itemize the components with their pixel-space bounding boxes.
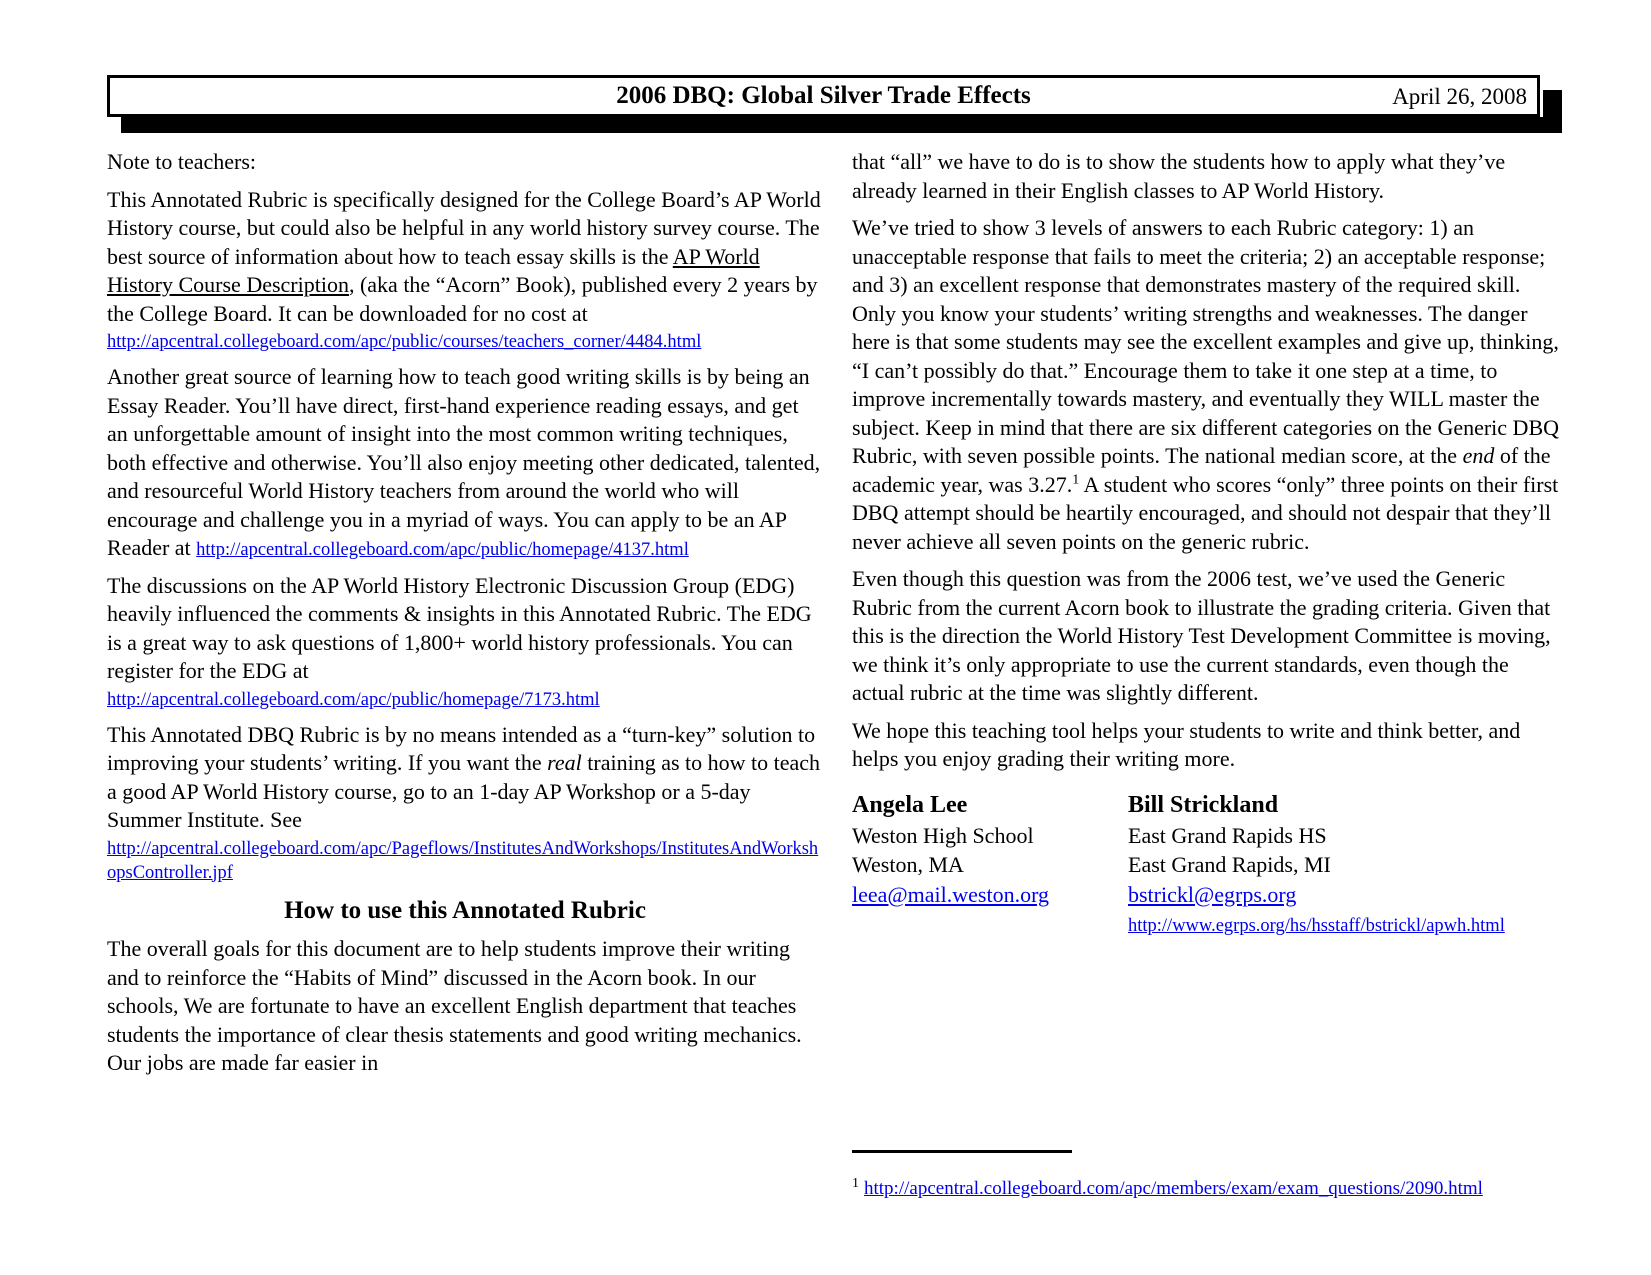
section-heading-how-to-use: How to use this Annotated Rubric	[284, 896, 646, 924]
paragraph-edg	[107, 572, 823, 712]
footnote-1	[852, 1175, 1562, 1204]
contact-block	[852, 790, 1562, 939]
contact-school: East Grand Rapids HS	[1128, 822, 1327, 848]
paragraph-we-hope: We hope this teaching tool helps your students to write and think better, and helps you enjoy grading their writing more.	[852, 717, 1521, 771]
link-ap-reader-apply[interactable]: http://apcentral.collegeboard.com/apc/public/homepage/4137.html	[196, 540, 689, 560]
header-shadow-right	[1543, 90, 1562, 133]
header-shadow-bottom	[121, 117, 1562, 133]
email-link-angela[interactable]: leea@mail.weston.org	[852, 881, 1050, 907]
text-run: training as to how to teach a good AP World History course, go to an 1-day AP Workshop or a 5-day Summer Institute. See	[107, 750, 821, 832]
contact-angela-lee	[852, 790, 1128, 939]
paragraph-generic-rubric: Even though this question was from the 2006 test, we’ve used the Generic Rubric from the current Acorn book to illustrate the grading criteria. Given that this is the direction the World History Test Development Committee is moving, we think it’s only appropriate to use the current standards, even though the actual rubric at the time was slightly different.	[852, 566, 1551, 705]
link-exam-questions[interactable]: http://apcentral.collegeboard.com/apc/members/exam/exam_questions/2090.html	[864, 1178, 1483, 1199]
contact-school: Weston High School	[852, 822, 1034, 848]
link-teachers-corner[interactable]: http://apcentral.collegeboard.com/apc/public/courses/teachers_corner/4484.html	[107, 332, 702, 352]
text-run: , (aka the “Acorn” Book), published every 2 years by the College Board. It can be downloaded for no cost at	[107, 272, 818, 326]
contact-name: Angela Lee	[852, 791, 968, 818]
course-description-underlined-text: AP World History Course Description	[107, 243, 760, 297]
contact-bill-strickland	[1128, 790, 1505, 939]
link-edg-register[interactable]: http://apcentral.collegeboard.com/apc/public/homepage/7173.html	[107, 689, 600, 710]
footnote-area	[852, 1150, 1562, 1204]
footnote-separator-rule	[852, 1150, 1072, 1153]
left-column	[107, 148, 823, 1087]
link-institutes-workshops[interactable]: http://apcentral.collegeboard.com/apc/Pageflows/InstitutesAndWorkshops/InstitutesAndWorkshopsController.jpf	[107, 838, 819, 883]
text-run: This Annotated Rubric is specifically designed for the College Board’s AP World History course, but could also be helpful in any world history survey course. The best source of information about how to teach essay skills is the	[107, 186, 821, 269]
footnote-reference-1: 1	[1072, 472, 1080, 488]
text-run: of the academic year, was 3.27.	[852, 443, 1551, 497]
right-column	[852, 148, 1562, 1258]
emphasis-real: real	[547, 750, 582, 775]
paragraph-turn-key	[107, 721, 823, 885]
note-to-teachers-label: Note to teachers:	[107, 149, 257, 174]
paragraph-three-levels	[852, 214, 1562, 556]
text-run: This Annotated DBQ Rubric is by no means intended as a “turn-key” solution to improving your students’ writing. If you want the	[107, 721, 816, 775]
text-run: We’ve tried to show 3 levels of answers to each Rubric category: 1) an unacceptable response that fails to meet the criteria; 2) an acceptable response; and 3) an excellent response that demonstrates mastery of the required skill. Only you know your students’ writing strengths and weaknesses. The danger here is that some students may see the excellent examples and give up, thinking, “I can’t possibly do that.” Encourage them to take it one step at a time, to improve incrementally towards mastery, and eventually they WILL master the subject. Keep in mind that there are six different categories on the Generic DBQ Rubric, with seven possible points. The national median score, at the	[852, 215, 1560, 468]
text-run: The discussions on the AP World History Electronic Discussion Group (EDG) heavily influenced the comments & insights in this Annotated Rubric. The EDG is a great way to ask questions of 1,800+ world history professionals. You can register for the EDG at	[107, 572, 812, 683]
text-run: Another great source of learning how to teach good writing skills is by being an Essay Reader. You’ll have direct, first-hand experience reading essays, and get an unforgettable amount of insight into the most common writing techniques, both effective and otherwise. You’ll also enjoy meeting other dedicated, talented, and resourceful World History teachers from around the world who will encourage and challenge you in a myriad of ways. You can apply to be an AP Reader at	[107, 364, 821, 560]
paragraph-annotated-rubric-intro	[107, 186, 823, 355]
paragraph-essay-reader	[107, 363, 823, 563]
header	[107, 75, 1540, 117]
footnote-marker: 1	[852, 1175, 859, 1191]
link-bill-website[interactable]: http://www.egrps.org/hs/hsstaff/bstrickl/apwh.html	[1128, 916, 1505, 936]
contact-city: Weston, MA	[852, 852, 964, 877]
page-title: 2006 DBQ: Global Silver Trade Effects	[616, 82, 1031, 109]
paragraph-apply-english: that “all” we have to do is to show the students how to apply what they’ve already learned in their English classes to AP World History.	[852, 149, 1506, 203]
paragraph-overall-goals: The overall goals for this document are to help students improve their writing and to reinforce the “Habits of Mind” discussed in the Acorn book. In our schools, We are fortunate to have an excellent English department that teaches students the importance of clear thesis statements and good writing mechanics. Our jobs are made far easier in	[107, 936, 802, 1075]
email-link-bill[interactable]: bstrickl@egrps.org	[1128, 881, 1297, 907]
text-run: A student who scores “only” three points on their first DBQ attempt should be heartily encouraged, and should not despair that they’ll never achieve all seven points on the generic rubric.	[852, 471, 1559, 554]
contact-name: Bill Strickland	[1128, 791, 1279, 818]
emphasis-end: end	[1462, 443, 1495, 468]
page-date: April 26, 2008	[1392, 84, 1527, 109]
contact-city: East Grand Rapids, MI	[1128, 852, 1331, 877]
